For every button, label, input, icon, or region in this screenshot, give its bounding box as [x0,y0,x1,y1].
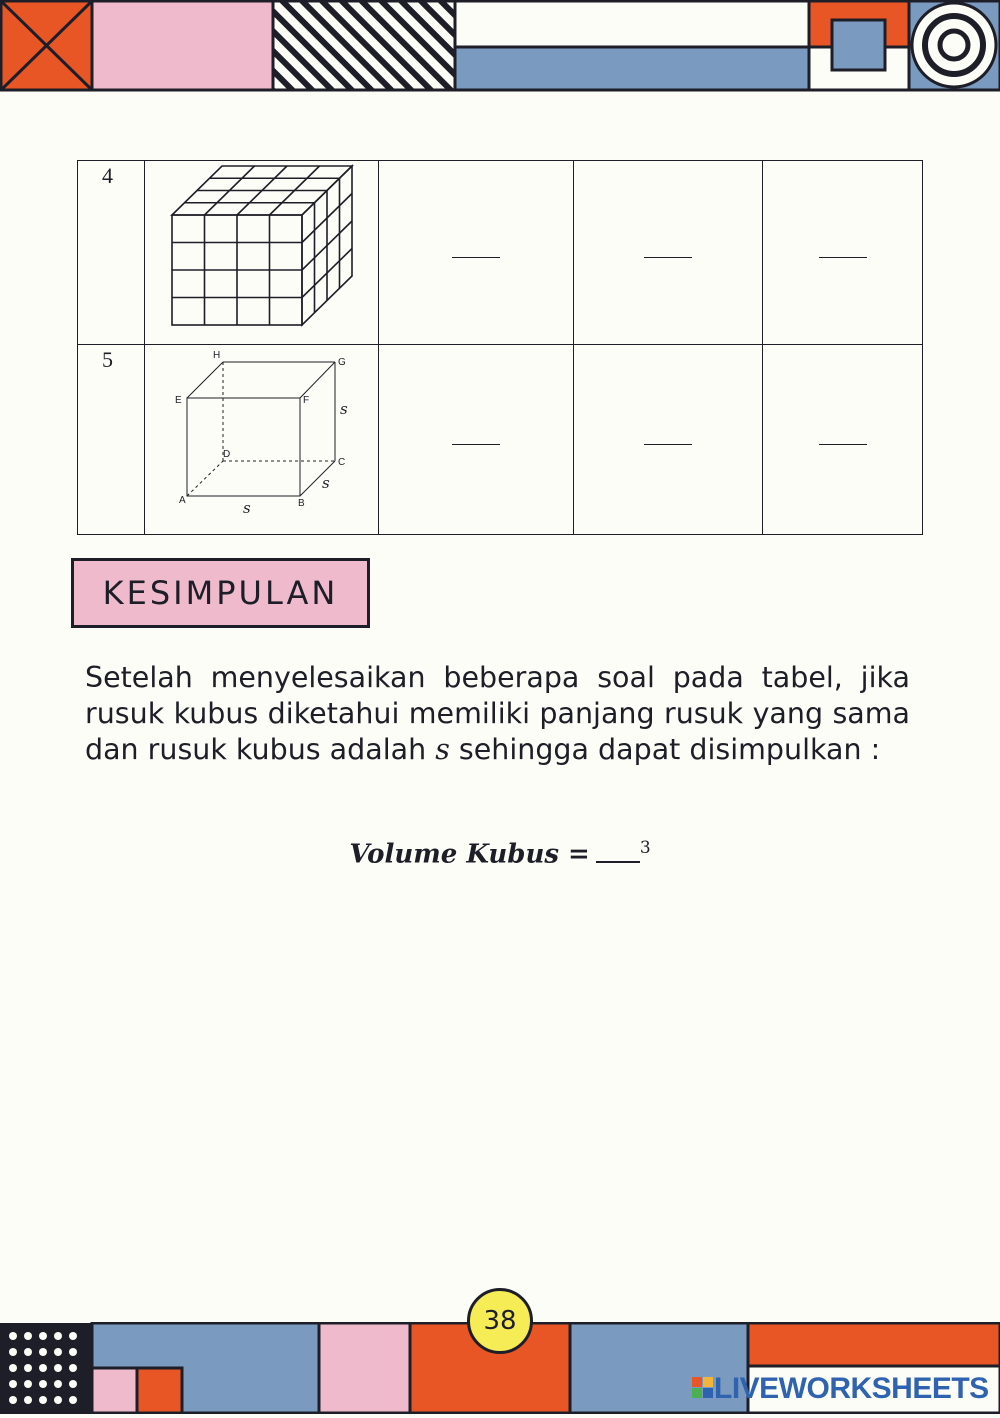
vertex-label-b: B [298,498,305,509]
answer-blank[interactable] [763,161,923,345]
formula-lhs: Volume Kubus = [349,839,590,870]
variable-s: s [435,733,450,766]
vertex-label-a: A [179,495,186,506]
answer-blank[interactable] [379,345,574,535]
answer-blank[interactable] [763,345,923,535]
vertex-label-h: H [213,350,221,361]
edge-label-s: s [243,499,251,517]
header-pattern-svg [0,0,1000,92]
figure-cell [145,161,379,345]
conclusion-title-box [71,558,370,628]
edge-label-s: s [322,474,330,492]
table-row [78,161,923,345]
figure-cell [145,345,379,535]
vertex-label-e: E [175,395,182,406]
vertex-label-c: C [338,457,346,468]
liveworksheets-logo[interactable] [692,1372,992,1408]
volume-formula [0,838,1000,870]
volume-table [77,160,923,535]
page-number: 38 [467,1288,533,1354]
header-decoration [0,0,1000,92]
conclusion-text-after: sehingga dapat disimpulkan : [449,733,881,766]
answer-blank[interactable] [574,345,763,535]
answer-blank[interactable] [379,161,574,345]
vertex-label-f: F [303,395,310,406]
brand-text: LIVEWORKSHEETS [714,1372,989,1405]
conclusion-title: KESIMPULAN [102,574,339,612]
vertex-label-g: G [338,357,346,368]
edge-label-s: s [340,400,348,418]
row-number: 4 [78,161,145,345]
formula-exponent: 3 [639,838,651,858]
formula-answer-blank[interactable] [596,861,640,863]
vertex-label-d: D [223,449,231,460]
conclusion-paragraph [85,660,910,768]
answer-blank[interactable] [574,161,763,345]
conclusion-text-before: Setelah menyelesaikan beberapa soal pada tabel, jika rusuk kubus diketahui memiliki panjang rusuk yang sama dan rusuk kubus adalah [85,661,910,766]
row-number: 5 [78,345,145,535]
table-row [78,345,923,535]
liveworksheets-icon [692,1375,714,1401]
labeled-cube-figure [145,345,378,529]
unit-cube-grid-figure [145,161,378,339]
